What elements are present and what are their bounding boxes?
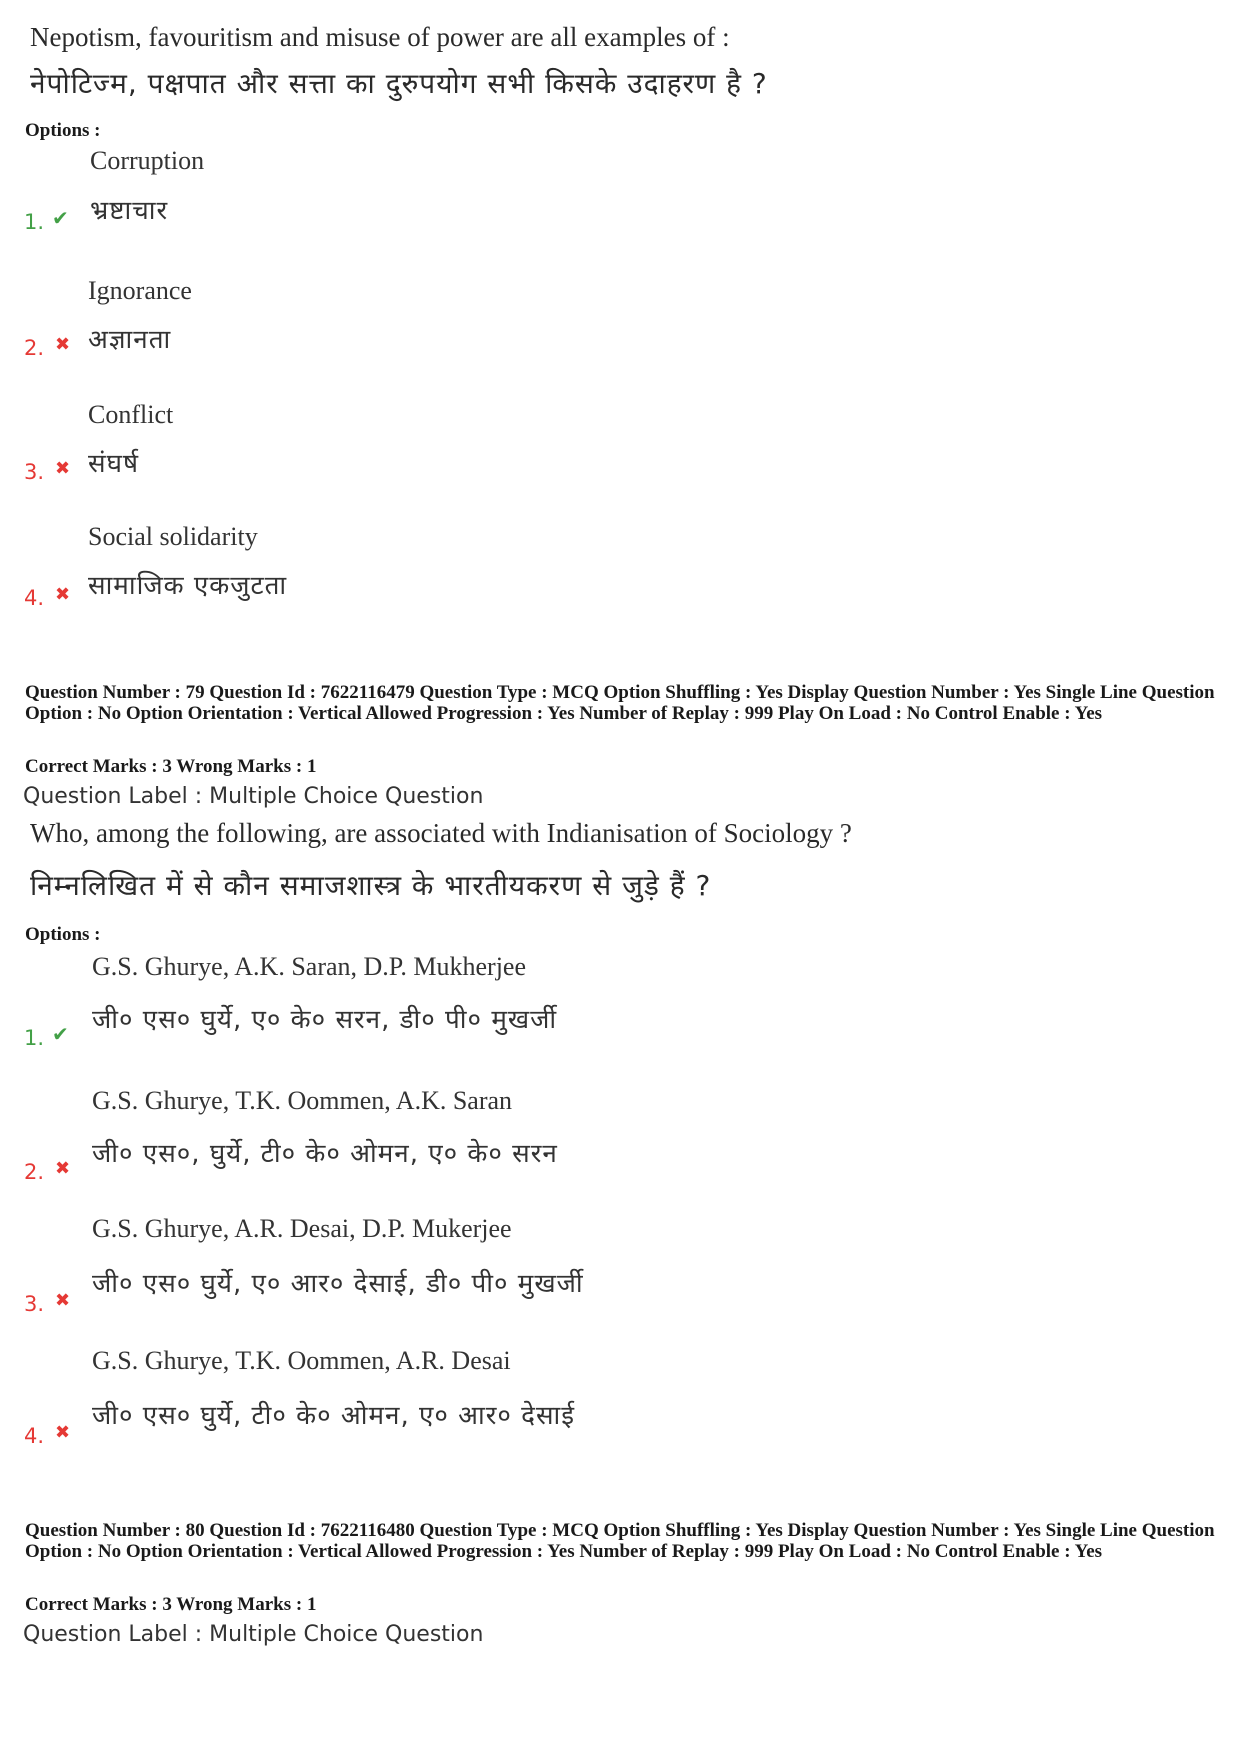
cross-icon: ✖	[55, 1158, 71, 1179]
option-text-hi: संघर्ष	[88, 449, 139, 479]
question-text-en: Who, among the following, are associated with Indianisation of Sociology ?	[30, 818, 852, 848]
option-text-en: Corruption	[90, 146, 205, 175]
cross-icon: ✖	[55, 1422, 71, 1443]
options-label: Options :	[25, 120, 101, 141]
option-number: 4.	[24, 586, 45, 610]
option-text-hi: जी० एस० घुर्ये, ए० आर० देसाई, डी० पी० मुखर्जी	[92, 1269, 584, 1299]
question-meta: Question Number : 80 Question Id : 7622116480 Question Type : MCQ Option Shuffling : Yes Display Question Number : Yes Single Line Question Option : No Option Orientation : Vertical Allowed Progression : Yes Number of Replay : 999 Play On Load : No Control Enable : Yes	[25, 1520, 1215, 1562]
option-text-hi: अज्ञानता	[88, 325, 172, 355]
option-text-hi: सामाजिक एकजुटता	[88, 571, 288, 601]
marks-info: Correct Marks : 3 Wrong Marks : 1	[25, 1594, 317, 1615]
option-text-en: G.S. Ghurye, T.K. Oommen, A.K. Saran	[92, 1086, 513, 1115]
option-text-en: Conflict	[88, 400, 174, 429]
cross-icon: ✖	[55, 458, 71, 479]
options-label: Options :	[25, 924, 101, 945]
question-label: Question Label : Multiple Choice Question	[23, 784, 484, 809]
option-number: 1.	[24, 210, 45, 234]
question-text-hi: नेपोटिज्म, पक्षपात और सत्ता का दुरुपयोग सभी किसके उदाहरण है ?	[30, 67, 768, 100]
option-text-en: G.S. Ghurye, A.K. Saran, D.P. Mukherjee	[92, 952, 527, 981]
marks-info: Correct Marks : 3 Wrong Marks : 1	[25, 756, 317, 777]
question-label: Question Label : Multiple Choice Question	[23, 1622, 484, 1647]
option-text-en: Ignorance	[88, 276, 192, 305]
cross-icon: ✖	[55, 584, 71, 605]
question-text-en: Nepotism, favouritism and misuse of power are all examples of :	[30, 22, 730, 52]
cross-icon: ✖	[55, 1290, 71, 1311]
option-number: 1.	[24, 1026, 45, 1050]
option-text-en: G.S. Ghurye, T.K. Oommen, A.R. Desai	[92, 1346, 511, 1375]
option-number: 3.	[24, 460, 45, 484]
option-number: 3.	[24, 1292, 45, 1316]
option-number: 4.	[24, 1424, 45, 1448]
check-icon: ✔	[52, 1022, 69, 1046]
question-text-hi: निम्नलिखित में से कौन समाजशास्त्र के भारतीयकरण से जुड़े हैं ?	[30, 869, 712, 902]
option-text-hi: जी० एस०, घुर्ये, टी० के० ओमन, ए० के० सरन	[92, 1139, 558, 1169]
option-number: 2.	[24, 336, 45, 360]
option-text-hi: जी० एस० घुर्ये, टी० के० ओमन, ए० आर० देसाई	[92, 1401, 576, 1431]
question-meta: Question Number : 79 Question Id : 7622116479 Question Type : MCQ Option Shuffling : Yes Display Question Number : Yes Single Line Question Option : No Option Orientation : Vertical Allowed Progression : Yes Number of Replay : 999 Play On Load : No Control Enable : Yes	[25, 682, 1215, 724]
option-text-en: G.S. Ghurye, A.R. Desai, D.P. Mukerjee	[92, 1214, 512, 1243]
option-text-hi: भ्रष्टाचार	[90, 196, 169, 226]
option-text-en: Social solidarity	[88, 522, 258, 551]
check-icon: ✔	[52, 206, 69, 230]
option-number: 2.	[24, 1160, 45, 1184]
option-text-hi: जी० एस० घुर्ये, ए० के० सरन, डी० पी० मुखर्जी	[92, 1005, 558, 1035]
cross-icon: ✖	[55, 334, 71, 355]
